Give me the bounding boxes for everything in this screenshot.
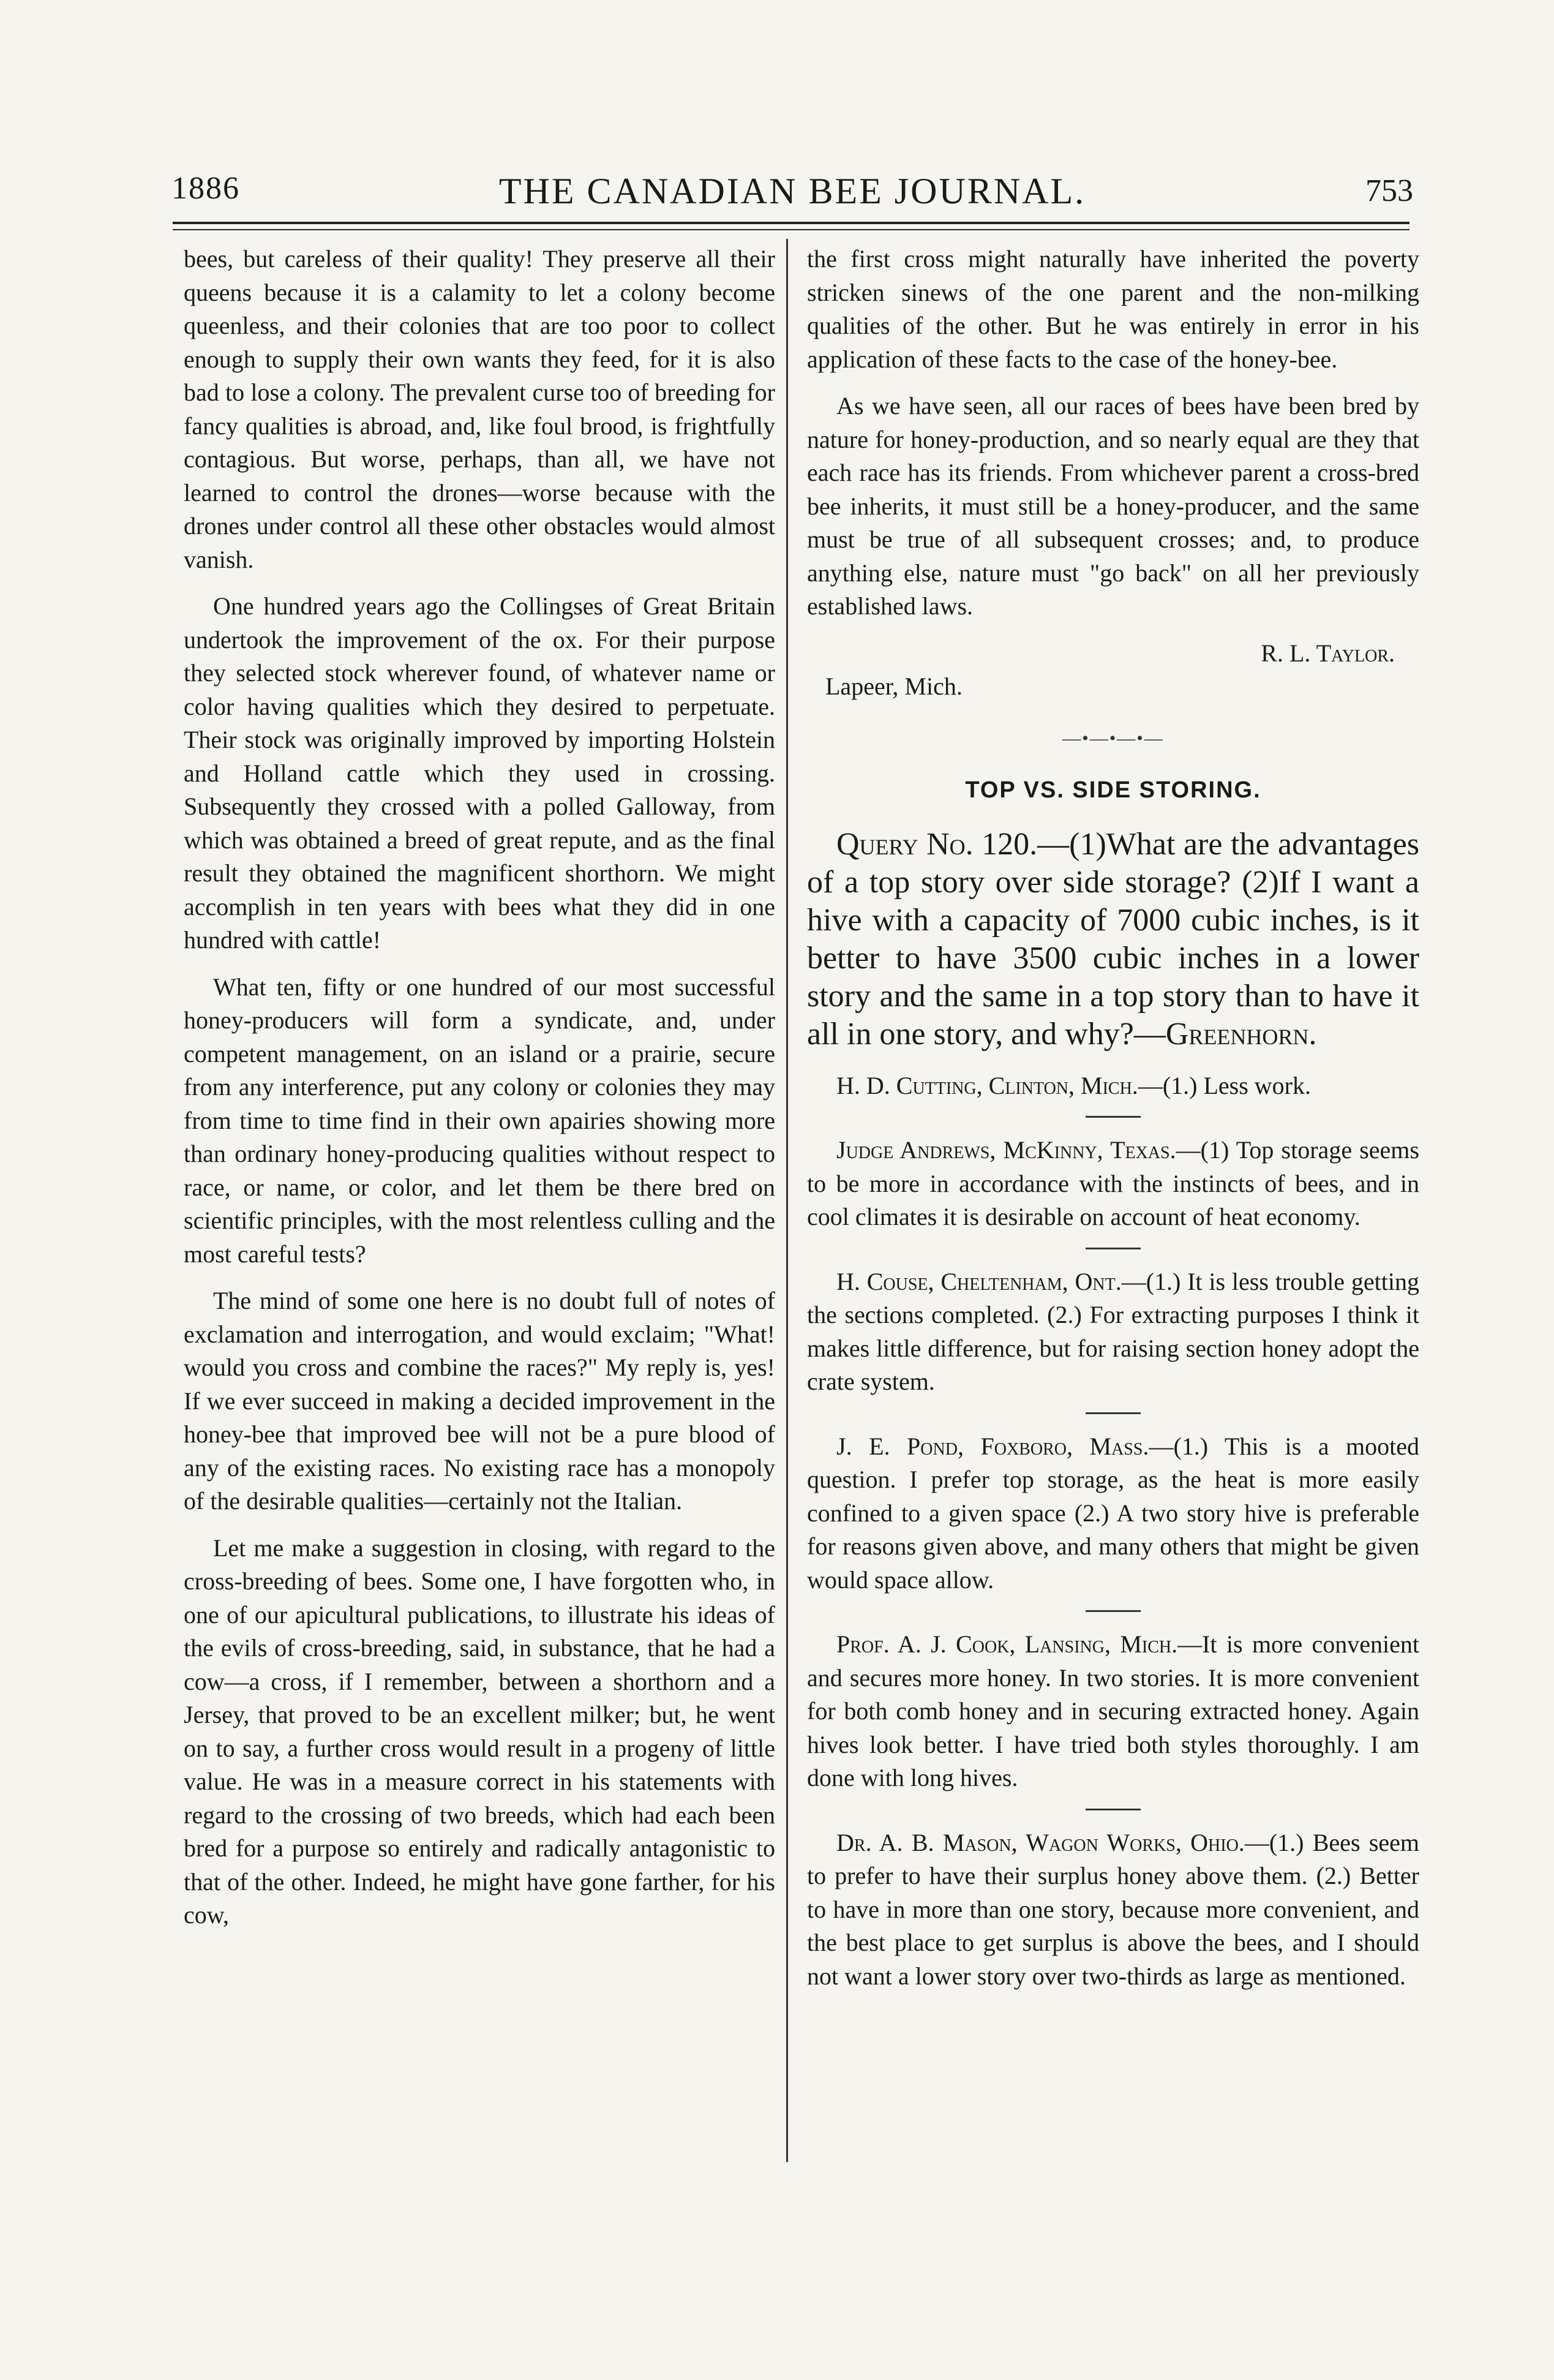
signature-line [807,637,1419,671]
answer-text: —(1.) It is less trouble getting the sections completed. (2.) For extracting purposes I think it makes little difference, but for raising section honey adopt the crate system. [807,1267,1419,1395]
left-paragraph-3: What ten, fifty or one hundred of our most successful honey-producers will form a syndicate, and, under competent management, on an island or a prairie, secure from any interference, put any colony or colonies they may from time to time find in their own apairies showing more than ordinary honey-producing qualities without respect to race, or name, or color, and let them be there bred on scientific principles, with the most relentless culling and the most careful tests? [184,973,775,1268]
answer-author: Dr. A. B. Mason, Wagon Works, Ohio. [836,1828,1245,1856]
answer-6 [807,1826,1419,1994]
header-rule-thick [173,222,1409,224]
right-continuation: the first cross might naturally have inherited the poverty stricken sinews of the one parent and the non-milking qualities of the other. But he was entirely in error in his application of these facts to the case of the honey-bee. [807,245,1419,373]
answer-4 [807,1430,1419,1597]
query-text: —(1)What are the advantages of a top story over side storage? (2)If I want a hive with a capacity of 7000 cubic inches, is it better to have 3500 cubic inches in a lower story and the same in a top story than to have it all in one story, and why?— [807,826,1419,1052]
answer-author: J. E. Pond, Foxboro, Mass. [836,1432,1149,1460]
right-paragraph-2: As we have seen, all our races of bees have been bred by nature for honey-production, and so nearly equal are they that each race has its friends. From whichever parent a cross-bred bee inherits, it must still be a honey-producer, and the same must be true of all subsequent crosses; and, to produce anything else, nature must "go back" on all her previously established laws. [807,392,1419,620]
answer-divider [1086,1610,1141,1612]
journal-title: THE CANADIAN BEE JOURNAL. [498,171,1086,211]
answer-author: H. Couse, Cheltenham, Ont. [836,1267,1122,1295]
answer-text: —(1.) Bees seem to prefer to have their surplus honey above them. (2.) Better to have in more than one story, because more convenient, and the best place to get surplus is above the bees, and I should not want a lower story over two-thirds as large as mentioned. [807,1828,1419,1990]
right-column [807,243,1419,2006]
answer-author: Judge Andrews, McKinny, Texas. [836,1136,1176,1164]
answer-text: —(1.) This is a mooted question. I prefer top storage, as the heat is more easily confined to a given space (2.) A two story hive is preferable for reasons given above, and many others that might be given would space allow. [807,1432,1419,1594]
answer-2 [807,1134,1419,1234]
left-column [184,243,775,1946]
answer-text: —It is more convenient and secures more honey. In two stories. It is more convenient for both comb honey and in securing extracted honey. Again hives look better. I have tried both styles thoroughly. I am done with long hives. [807,1630,1419,1791]
section-ornament: —•—•—•— [1062,728,1164,748]
answer-5 [807,1628,1419,1795]
answer-text: —(1) Top storage seems to be more in accordance with the instincts of bees, and in cool climates it is desirable on account of heat economy. [807,1136,1419,1230]
answer-divider [1086,1248,1141,1249]
section-title: TOP VS. SIDE STORING. [965,777,1261,803]
query-block [807,826,1419,1053]
left-paragraph-2: One hundred years ago the Collingses of Great Britain undertook the improvement of the ox. For their purpose they selected stock wherever found, of whatever name or color having qualities which they desired to perpetuate. Their stock was originally improved by importing Holstein and Holland cattle which they used in crossing. Subsequently they crossed with a polled Galloway, from which was obtained a breed of great repute, and as the final result they obtained the magnificent shorthorn. We might accomplish in ten years with bees what they did in one hundred with cattle! [184,592,775,954]
page-header [171,170,1413,213]
left-paragraph-5: Let me make a suggestion in closing, with regard to the cross-breeding of bees. Some one, I have forgotten who, in one of our apicultural publications, to illustrate his ideas of the evils of cross-breeding, said, in substance, that he had a cow—a cross, if I remember, between a shorthorn and a Jersey, that proved to be an excellent milker; but, he went on to say, a further cross would result in a progeny of little value. He was in a measure correct in his statements with regard to the crossing of two breeds, which had each been bred for a purpose so entirely and radically antagonistic to that of the other. Indeed, he might have gone farther, for his cow, [184,1534,775,1929]
answer-1 [807,1069,1419,1103]
author-location: Lapeer, Mich. [825,672,963,700]
column-divider [786,239,788,2162]
query-label: Query No. 120. [836,826,1038,862]
answer-divider [1086,1809,1141,1810]
answer-divider [1086,1116,1141,1118]
answer-divider [1086,1412,1141,1414]
header-year: 1886 [171,171,240,206]
answer-text: —(1.) Less work. [1138,1071,1311,1099]
author-signature: R. L. Taylor. [1261,639,1395,667]
left-paragraph-4: The mind of some one here is no doubt full of notes of exclamation and interrogation, and would exclaim; "What! would you cross and combine the races?" My reply is, yes! If we ever succeed in making a decided improvement in the honey-bee that improved bee will not be a pure blood of any of the existing races. No existing race has a monopoly of the desirable qualities—certainly not the Italian. [184,1287,775,1515]
left-paragraph-1: bees, but careless of their quality! They preserve all their queens because it is a calamity to let a colony become queenless, and their colonies that are too poor to collect enough to supply their own wants they feed, for it is also bad to lose a colony. The prevalent curse too of breeding for fancy qualities is abroad, and, like foul brood, is frightfully contagious. But worse, perhaps, than all, we have not learned to control the drones—worse because with the drones under control all these other obstacles would almost vanish. [184,245,775,573]
answer-author: H. D. Cutting, Clinton, Mich. [836,1071,1138,1099]
answer-3 [807,1265,1419,1399]
answer-author: Prof. A. J. Cook, Lansing, Mich. [836,1630,1178,1658]
page-number: 753 [1365,173,1413,208]
query-author: Greenhorn. [1165,1016,1317,1052]
header-rule-thin [173,229,1409,230]
